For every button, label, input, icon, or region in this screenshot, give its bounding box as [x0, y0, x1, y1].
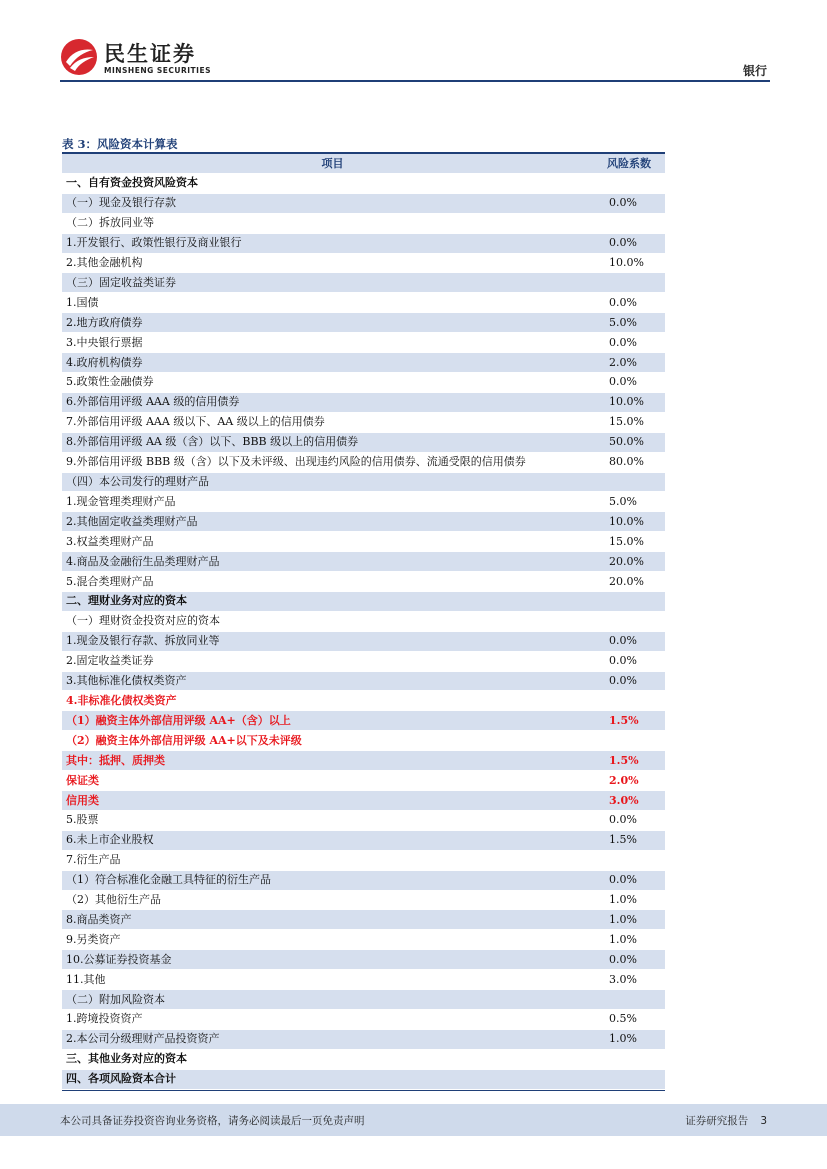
row-risk-factor: 0.0% [609, 674, 637, 688]
row-item-label: （三）固定收益类证券 [66, 275, 176, 289]
row-risk-factor: 80.0% [609, 455, 644, 469]
table-row [62, 413, 665, 433]
minsheng-logo-icon [60, 38, 98, 76]
table-row [62, 393, 665, 413]
row-item-label: 6.外部信用评级 AAA 级的信用债券 [66, 395, 240, 409]
table-row [62, 433, 665, 453]
row-item-label: （二）拆放同业等 [66, 216, 154, 230]
table-row [62, 552, 665, 572]
table-row [62, 910, 665, 930]
row-risk-factor: 0.0% [609, 196, 637, 210]
table-row [62, 273, 665, 293]
row-risk-factor: 2.0% [609, 355, 637, 369]
row-risk-factor: 3.0% [609, 793, 639, 807]
row-item-label: 2.其他金融机构 [66, 256, 143, 270]
table-row [62, 234, 665, 254]
row-item-label: 1.开发银行、政策性银行及商业银行 [66, 236, 242, 250]
row-risk-factor: 1.0% [609, 932, 637, 946]
page-footer [0, 1104, 827, 1136]
row-risk-factor: 1.0% [609, 912, 637, 926]
table-row [62, 831, 665, 851]
row-risk-factor: 1.0% [609, 893, 637, 907]
section-label: 银行 [742, 64, 767, 78]
row-item-label: 1.国债 [66, 295, 99, 309]
row-risk-factor: 0.0% [609, 813, 637, 827]
row-item-label: 1.跨境投资资产 [66, 1012, 143, 1026]
table-row [62, 811, 665, 831]
table-row [62, 333, 665, 353]
row-item-label: 二、理财业务对应的资本 [66, 594, 187, 608]
table-row [62, 174, 665, 194]
table-row [62, 771, 665, 791]
row-item-label: 10.公募证券投资基金 [66, 952, 172, 966]
page-number: 3 [760, 1115, 767, 1127]
row-risk-factor: 0.0% [609, 634, 637, 648]
row-risk-factor: 0.0% [609, 236, 637, 250]
row-item-label: 信用类 [66, 793, 99, 807]
row-risk-factor: 20.0% [609, 554, 644, 568]
footer-right [685, 1113, 767, 1128]
row-item-label: 1.现金管理类理财产品 [66, 494, 176, 508]
brand-name-cn: 民生证券 [104, 42, 196, 66]
row-item-label: 8.商品类资产 [66, 912, 132, 926]
row-risk-factor: 1.0% [609, 1032, 637, 1046]
row-risk-factor: 1.5% [609, 833, 637, 847]
table-row [62, 672, 665, 692]
row-item-label: 2.其他固定收益类理财产品 [66, 514, 198, 528]
row-item-label: 11.其他 [66, 972, 106, 986]
row-item-label: 3.权益类理财产品 [66, 534, 154, 548]
row-item-label: （四）本公司发行的理财产品 [66, 475, 209, 488]
row-item-label: 1.现金及银行存款、拆放同业等 [66, 634, 220, 648]
table-row [62, 891, 665, 911]
table-row [62, 1030, 665, 1050]
row-item-label: （一）现金及银行存款 [66, 196, 176, 210]
row-item-label: 9.另类资产 [66, 932, 121, 946]
row-item-label: 3.中央银行票据 [66, 335, 143, 349]
table-row [62, 871, 665, 891]
row-item-label: 2.固定收益类证券 [66, 654, 154, 668]
brand-name-en: MINSHENG SECURITIES [104, 66, 211, 75]
row-risk-factor: 50.0% [609, 435, 644, 449]
table-row [62, 990, 665, 1010]
table-row [62, 731, 665, 751]
row-item-label: 5.混合类理财产品 [66, 574, 154, 588]
table-row [62, 512, 665, 532]
table-row [62, 691, 665, 711]
row-item-label: 4.商品及金融衍生品类理财产品 [66, 554, 220, 568]
row-risk-factor: 0.0% [609, 873, 637, 887]
row-risk-factor: 5.0% [609, 494, 637, 508]
row-risk-factor: 0.5% [609, 1012, 637, 1026]
row-item-label: 6.未上市企业股权 [66, 833, 154, 847]
table-row [62, 572, 665, 592]
row-item-label: （1）符合标准化金融工具特征的衍生产品 [66, 873, 271, 887]
row-risk-factor: 2.0% [609, 773, 639, 787]
row-risk-factor: 1.5% [609, 753, 639, 767]
row-item-label: 7.外部信用评级 AAA 级以下、AA 级以上的信用债券 [66, 415, 325, 429]
row-item-label: 三、其他业务对应的资本 [66, 1052, 187, 1066]
table-row [62, 930, 665, 950]
row-item-label: 9.外部信用评级 BBB 级（含）以下及未评级、出现违约风险的信用债券、流通受限的信用债券 [66, 455, 526, 469]
row-item-label: 5.政策性金融债券 [66, 375, 154, 389]
table-row [62, 632, 665, 652]
row-risk-factor: 0.0% [609, 375, 637, 389]
row-item-label: 7.衍生产品 [66, 853, 121, 867]
row-item-label: （一）理财资金投资对应的资本 [66, 614, 220, 628]
row-item-label: （二）附加风险资本 [66, 992, 165, 1006]
table-row [62, 970, 665, 990]
row-risk-factor: 0.0% [609, 952, 637, 966]
table-row [62, 652, 665, 672]
row-risk-factor: 15.0% [609, 534, 644, 548]
row-risk-factor: 10.0% [609, 395, 644, 409]
table-row [62, 1050, 665, 1070]
row-item-label: （2）融资主体外部信用评级 AA+以下及未评级 [66, 733, 302, 747]
table-row [62, 293, 665, 313]
table-row [62, 453, 665, 473]
table-row [62, 1010, 665, 1030]
table-row [62, 254, 665, 274]
row-risk-factor: 0.0% [609, 654, 637, 668]
table-row [62, 473, 665, 493]
row-item-label: 8.外部信用评级 AA 级（含）以下、BBB 级以上的信用债券 [66, 435, 359, 449]
row-item-label: 3.其他标准化债权类资产 [66, 674, 187, 688]
row-item-label: （2）其他衍生产品 [66, 893, 161, 907]
column-header-item: 项目 [321, 156, 344, 170]
row-risk-factor: 0.0% [609, 295, 637, 309]
table-row [62, 353, 665, 373]
table-row [62, 791, 665, 811]
table-row [62, 950, 665, 970]
table-row [62, 214, 665, 234]
table-row [62, 851, 665, 871]
row-item-label: 2.地方政府债券 [66, 315, 143, 329]
row-item-label: 5.股票 [66, 813, 99, 827]
header-divider [60, 80, 770, 82]
row-risk-factor: 20.0% [609, 574, 644, 588]
table-header-row [62, 154, 665, 174]
row-risk-factor: 15.0% [609, 415, 644, 429]
page-header [0, 0, 827, 90]
row-item-label: 其中：抵押、质押类 [66, 753, 165, 767]
table-row [62, 751, 665, 771]
row-risk-factor: 10.0% [609, 514, 644, 528]
footer-disclaimer: 本公司具备证券投资咨询业务资格，请务必阅读最后一页免责声明 [60, 1115, 365, 1127]
row-item-label: 一、自有资金投资风险资本 [66, 176, 198, 190]
column-header-risk-factor: 风险系数 [607, 156, 651, 170]
row-item-label: 保证类 [66, 773, 99, 787]
row-item-label: 4.非标准化债权类资产 [66, 693, 177, 707]
row-item-label: （1）融资主体外部信用评级 AA+（含）以上 [66, 713, 291, 727]
row-item-label: 四、各项风险资本合计 [66, 1072, 176, 1086]
table-row [62, 373, 665, 393]
row-item-label: 2.本公司分级理财产品投资资产 [66, 1032, 220, 1046]
row-risk-factor: 1.5% [609, 713, 639, 727]
table-row [62, 492, 665, 512]
table-row [62, 194, 665, 214]
report-type: 证券研究报告 [685, 1115, 749, 1127]
risk-capital-table [62, 152, 665, 1091]
row-risk-factor: 0.0% [609, 335, 637, 349]
row-risk-factor: 3.0% [609, 972, 637, 986]
row-risk-factor: 5.0% [609, 315, 637, 329]
table-row [62, 612, 665, 632]
table-row [62, 711, 665, 731]
row-item-label: 4.政府机构债券 [66, 355, 143, 369]
table-row [62, 1070, 665, 1090]
table-caption: 表 3：风险资本计算表 [62, 137, 178, 151]
table-row [62, 592, 665, 612]
row-risk-factor: 10.0% [609, 256, 644, 270]
table-row [62, 313, 665, 333]
table-row [62, 532, 665, 552]
